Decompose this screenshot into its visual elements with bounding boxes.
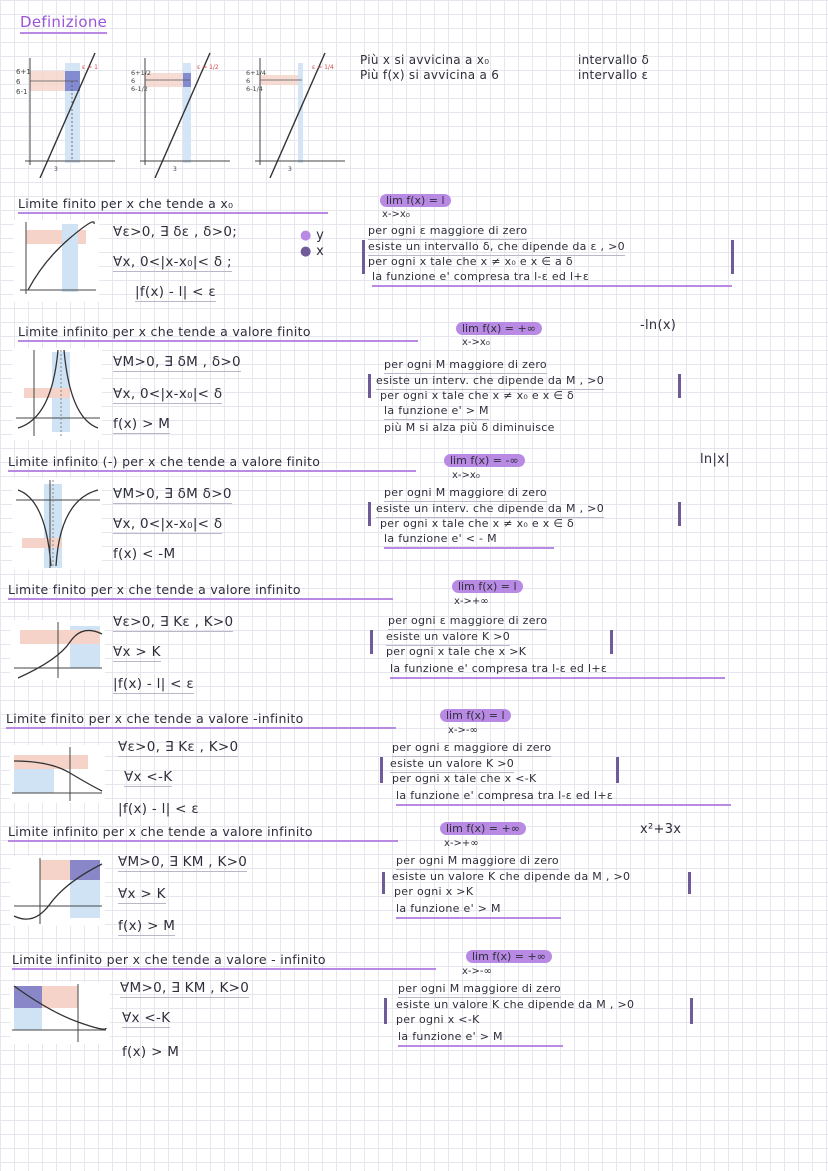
formula-2: ∀x > K xyxy=(113,644,161,660)
section-graph xyxy=(10,745,105,803)
g1-line: ε = 1 xyxy=(82,64,98,71)
formula-3: f(x) > M xyxy=(118,918,176,934)
side-note: -ln(x) xyxy=(640,318,677,333)
desc-4: la funzione e' > M xyxy=(398,1030,563,1047)
bracket-left xyxy=(370,630,373,654)
section-title: Limite finito per x che tende a x₀ xyxy=(18,196,328,214)
g1-mid: 6 xyxy=(16,78,21,86)
formula-2: ∀x <-K xyxy=(122,1010,171,1026)
section-title: Limite infinito per x che tende a valore infinito xyxy=(8,824,398,842)
limit-sub: x->-∞ xyxy=(462,966,492,977)
desc-4: la funzione e' compresa tra l-ε ed l+ε xyxy=(390,662,725,679)
desc-3: per ogni x <-K xyxy=(396,1013,480,1026)
limit-pill: lim f(x) = l xyxy=(380,194,451,207)
formula-1: ∀ε>0, ∃ Kε , K>0 xyxy=(118,739,239,755)
legend-x: ● x xyxy=(300,244,325,259)
intro-line-2: Più f(x) si avvicina a 6 xyxy=(360,68,500,82)
g2-top: 6+1/2 xyxy=(131,69,152,77)
formula-2: ∀x, 0<|x-x₀|< δ xyxy=(113,386,223,402)
desc-1: per ogni M maggiore di zero xyxy=(396,854,559,870)
g1-xmid: 3 xyxy=(54,166,58,173)
desc-3: per ogni x tale che x ≠ x₀ e x ∈ a δ xyxy=(368,255,573,268)
intro-line-1: Più x si avvicina a x₀ xyxy=(360,53,490,67)
section-title: Limite finito per x che tende a valore infinito xyxy=(8,582,393,600)
section-title: Limite infinito per x che tende a valore finito xyxy=(18,324,418,342)
g1-top: 6+1 xyxy=(16,68,31,76)
desc-1: per ogni M maggiore di zero xyxy=(384,358,547,374)
g2-line: ε = 1/2 xyxy=(197,64,219,71)
section-graph xyxy=(10,856,105,926)
legend-y: ● y xyxy=(300,228,325,243)
g1-bottom: 6-1 xyxy=(16,88,28,96)
bracket-right xyxy=(690,998,693,1024)
section-finite-plus-infinity xyxy=(0,576,828,706)
g3-xmid: 3 xyxy=(288,166,292,173)
desc-4: la funzione e' > M xyxy=(384,404,489,420)
desc-4: la funzione e' < - M xyxy=(384,532,554,549)
section-infinite-plus-infinity xyxy=(0,818,828,943)
intro-interval-2: intervallo ε xyxy=(578,68,649,82)
limit-sub: x->x₀ xyxy=(462,337,490,348)
formula-1: ∀ε>0, ∃ δε , δ>0; xyxy=(113,224,238,240)
section-graph xyxy=(10,982,110,1044)
section-neg-infinite-finite xyxy=(0,448,828,573)
limit-pill: lim f(x) = l xyxy=(452,580,523,593)
limit-pill: lim f(x) = +∞ xyxy=(466,950,552,963)
desc-3: per ogni x tale che x ≠ x₀ e x ∈ δ xyxy=(380,389,575,402)
formula-1: ∀M>0, ∃ KM , K>0 xyxy=(120,980,250,996)
desc-2: esiste un intervallo δ, che dipende da ε , >0 xyxy=(368,240,625,256)
limit-sub: x->-∞ xyxy=(448,725,478,736)
section-infinite-minus-infinity xyxy=(0,946,828,1071)
section-title: Limite finito per x che tende a valore -infinito xyxy=(6,711,396,729)
formula-2: ∀x > K xyxy=(118,886,166,902)
desc-2: esiste un valore K >0 xyxy=(386,630,510,646)
formula-3: f(x) > M xyxy=(122,1044,180,1060)
desc-1: per ogni M maggiore di zero xyxy=(398,982,561,998)
bracket-right xyxy=(731,240,734,274)
desc-2: esiste un valore K che dipende da M , >0 xyxy=(396,998,635,1011)
section-graph xyxy=(14,220,99,302)
section-finite-x0 xyxy=(0,190,828,325)
bracket-left xyxy=(382,872,385,894)
desc-3: per ogni x tale che x ≠ x₀ e x ∈ δ xyxy=(380,517,575,530)
page-title: Definizione xyxy=(20,13,107,34)
formula-3: |f(x) - l| < ε xyxy=(118,801,199,817)
section-title: Limite infinito (-) per x che tende a valore finito xyxy=(8,454,416,472)
desc-3: per ogni x tale che x <-K xyxy=(392,772,537,785)
section-infinite-finite xyxy=(0,318,828,443)
g3-line: ε = 1/4 xyxy=(312,64,334,71)
formula-2: ∀x, 0<|x-x₀|< δ xyxy=(113,516,223,532)
bracket-left xyxy=(368,374,371,398)
desc-3: per ogni x tale che x >K xyxy=(386,645,527,658)
limit-pill: lim f(x) = l xyxy=(440,709,511,722)
formula-1: ∀M>0, ∃ δM , δ>0 xyxy=(113,354,241,370)
limit-sub: x->+∞ xyxy=(444,838,479,849)
formula-1: ∀ε>0, ∃ Kε , K>0 xyxy=(113,614,234,630)
limit-pill: lim f(x) = +∞ xyxy=(456,322,542,335)
desc-2: esiste un interv. che dipende da M , >0 xyxy=(376,502,604,518)
section-title: Limite infinito per x che tende a valore - infinito xyxy=(12,952,436,970)
desc-4: la funzione e' > M xyxy=(396,902,561,919)
g3-top: 6+1/4 xyxy=(246,69,267,77)
bracket-left xyxy=(362,240,365,274)
desc-3: per ogni x >K xyxy=(394,885,474,898)
section-graph xyxy=(12,348,102,440)
bracket-right xyxy=(616,757,619,783)
bracket-left xyxy=(368,502,371,526)
intro-graphs xyxy=(10,48,350,178)
section-graph xyxy=(12,478,102,570)
intro-interval-1: intervallo δ xyxy=(578,53,650,67)
desc-1: per ogni M maggiore di zero xyxy=(384,486,547,502)
bracket-left xyxy=(384,998,387,1024)
limit-sub: x->+∞ xyxy=(454,596,489,607)
g3-bottom: 6-1/4 xyxy=(246,85,263,93)
intro-graph-2 xyxy=(131,53,230,178)
section-graph xyxy=(10,620,105,680)
formula-1: ∀M>0, ∃ KM , K>0 xyxy=(118,854,248,870)
section-finite-minus-infinity xyxy=(0,705,828,825)
desc-2: esiste un interv. che dipende da M , >0 xyxy=(376,374,604,390)
g2-mid: 6 xyxy=(131,77,136,85)
limit-sub: x->x₀ xyxy=(452,470,480,481)
bracket-right xyxy=(610,630,613,654)
intro-graph-1 xyxy=(16,53,115,178)
desc-2: esiste un valore K che dipende da M , >0 xyxy=(392,870,631,883)
formula-3: f(x) > M xyxy=(113,416,171,432)
desc-1: per ogni ε maggiore di zero xyxy=(388,614,547,630)
limit-sub: x->x₀ xyxy=(382,209,410,220)
bracket-right xyxy=(688,872,691,894)
desc-4: la funzione e' compresa tra l-ε ed l+ε xyxy=(372,270,732,287)
bracket-left xyxy=(380,757,383,783)
desc-5: più M si alza più δ diminuisce xyxy=(384,421,555,434)
desc-1: per ogni ε maggiore di zero xyxy=(392,741,551,757)
limit-pill: lim f(x) = +∞ xyxy=(440,822,526,835)
side-note: ln|x| xyxy=(700,452,730,467)
intro-graph-3 xyxy=(246,53,345,178)
g2-bottom: 6-1/2 xyxy=(131,85,148,93)
formula-3: |f(x) - l| < ε xyxy=(135,284,216,300)
side-note: x²+3x xyxy=(640,822,682,837)
bracket-right xyxy=(678,374,681,398)
formula-2: ∀x, 0<|x-x₀|< δ ; xyxy=(113,254,232,270)
desc-2: esiste un valore K >0 xyxy=(390,757,514,773)
formula-3: |f(x) - l| < ε xyxy=(113,676,194,692)
limit-pill: lim f(x) = -∞ xyxy=(444,454,525,467)
formula-2: ∀x <-K xyxy=(124,769,173,785)
desc-4: la funzione e' compresa tra l-ε ed l+ε xyxy=(396,789,731,806)
formula-3: f(x) < -M xyxy=(113,546,176,562)
g2-xmid: 3 xyxy=(173,166,177,173)
desc-1: per ogni ε maggiore di zero xyxy=(368,224,527,240)
g3-mid: 6 xyxy=(246,77,251,85)
formula-1: ∀M>0, ∃ δM δ>0 xyxy=(113,486,232,502)
bracket-right xyxy=(678,502,681,526)
